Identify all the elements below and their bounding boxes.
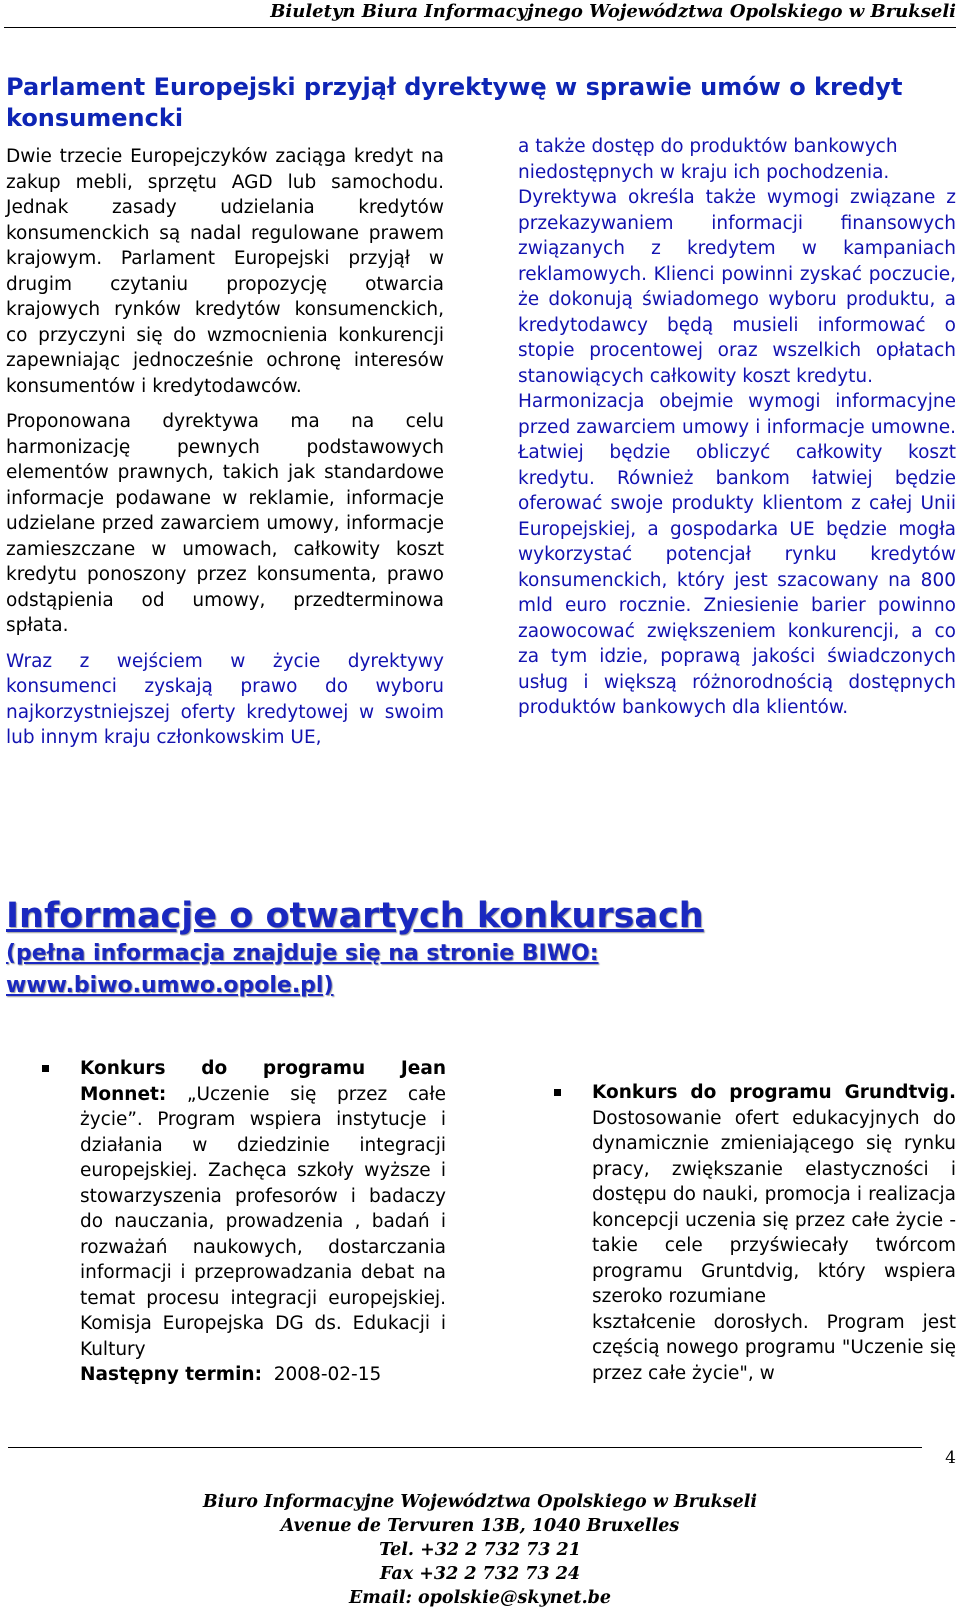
- square-bullet-icon: [554, 1089, 561, 1096]
- article-title: Parlament Europejski przyjął dyrektywę w sprawie umów o kredyt konsumencki: [6, 73, 903, 132]
- competition-item-text: [592, 1080, 956, 1386]
- footer-divider: [8, 1447, 922, 1448]
- competition-item-body: Dostosowanie ofert edukacyjnych do dynamicznie zmieniającego się rynku pracy, zwiększanie elastyczności i dostępu do nauki, promocja i realizacja koncepcji uczenia się przez całe życie - takie cele przyświecały twórcom programu Gruntdvig, który wspiera szeroko rozumiane: [592, 1107, 956, 1307]
- article-paragraph: Harmonizacja obejmie wymogi informacyjne przed zawarciem umowy i informacje umowne. Łatwiej będzie obliczyć całkowity koszt kredytu. Również bankom łatwiej będzie oferować swoje produkty klientom z całej Unii Europejskiej, a gospodarka UE będzie mogła wykorzystać potencjał rynku kredytów konsumenckich, który jest szacowany na 800 mld euro rocznie. Zniesienie barier powinno zaowocować zwiększeniem konkurencji, a co za tym idzie, poprawą jakości świadczonych usług i większą różnorodnością dostępnych produktów bankowych dla klientów.: [518, 391, 956, 718]
- competitions-title: Informacje o otwartych konkursach: [6, 896, 704, 936]
- page-number: 4: [945, 1448, 956, 1468]
- footer-address: Avenue de Tervuren 13B, 1040 Bruxelles: [280, 1516, 680, 1536]
- competition-item-title: Konkurs do programu Grundtvig.: [592, 1082, 956, 1103]
- footer-email[interactable]: Email: opolskie@skynet.be: [348, 1588, 612, 1608]
- deadline-label: Następny termin:: [80, 1364, 262, 1385]
- deadline-value: 2008-02-15: [273, 1364, 382, 1385]
- competition-item-grundtvig: [554, 1080, 956, 1420]
- biwo-website-link[interactable]: www.biwo.umwo.opole.pl): [6, 973, 334, 998]
- competition-item-body: „Uczenie się przez całe życie”. Program wspiera instytucje i działania w dziedzinie integracji europejskiej. Zachęca szkoły wyższe i stowarzyszenia profesorów i badaczy do nauczania, prowadzenia , badań i rozważań naukowych, dostarczania informacji i przeprowadzania debat na temat procesu integracji europejskiej. Komisja Europejska DG ds. Edukacji i Kultury: [80, 1083, 446, 1360]
- article-paragraph: a także dostęp do produktów bankowych niedostępnych w kraju ich pochodzenia.: [518, 136, 898, 183]
- competition-item-body-continued: kształcenie dorosłych. Program jest częścią nowego programu "Uczenie się przez całe życie", w: [592, 1311, 956, 1384]
- square-bullet-icon: [42, 1065, 49, 1072]
- header-divider: [4, 27, 956, 28]
- competitions-heading: [6, 896, 956, 1002]
- competition-item-jean-monnet: [42, 1056, 450, 1416]
- article-paragraph: Dyrektywa określa także wymogi związane z przekazywaniem informacji finansowych związanych z kredytem w kampaniach reklamowych. Klienci powinni zyskać poczucie, że dokonują świadomego wyboru produktu, a kredytodawcy będą musieli informować o stopie procentowej oraz wszelkich opłatach stanowiących całkowity koszt kredytu.: [518, 187, 956, 387]
- competition-item-text: [80, 1056, 446, 1388]
- footer-org: Biuro Informacyjne Województwa Opolskiego w Brukseli: [202, 1492, 758, 1512]
- article-column-right: [518, 134, 956, 721]
- article-column-left: [6, 144, 444, 751]
- article-paragraph: Wraz z wejściem w życie dyrektywy konsumenci zyskają prawo do wyboru najkorzystniejszej oferty kredytowej w swoim lub innym kraju członkowskim UE,: [6, 650, 444, 748]
- bulletin-header-title: Biuletyn Biura Informacyjnego Województwa Opolskiego w Brukseli: [270, 1, 956, 22]
- competition-item-title: Konkurs do programu Jean Monnet:: [80, 1058, 446, 1105]
- footer-tel: Tel. +32 2 732 73 21: [379, 1540, 581, 1560]
- article-paragraph: Dwie trzecie Europejczyków zaciąga kredyt na zakup mebli, sprzętu AGD lub samochodu. Jednak zasady udzielania kredytów konsumenckich są nadal regulowane prawem krajowym. Parlament Europejski przyjął w drugim czytaniu propozycję otwarcia krajowych rynków kredytów konsumenckich, co przyczyni się do wzmocnienia konkurencji zapewniając jednocześnie ochronę interesów konsumentów i kredytodawców.: [6, 146, 444, 397]
- article-paragraph: Proponowana dyrektywa ma na celu harmonizację pewnych podstawowych elementów prawnych, takich jak standardowe informacje podawane w reklamie, informacje udzielane przed zawarciem umowy, informacje zamieszczane w umowach, całkowity koszt kredytu ponoszony przez konsumenta, prawo odstąpienia od umowy, przedterminowa spłata.: [6, 411, 444, 636]
- footer-fax: Fax +32 2 732 73 24: [379, 1564, 581, 1584]
- competitions-subtitle: (pełna informacja znajduje się na stronie BIWO:: [6, 941, 599, 966]
- footer-contact: [0, 1490, 960, 1610]
